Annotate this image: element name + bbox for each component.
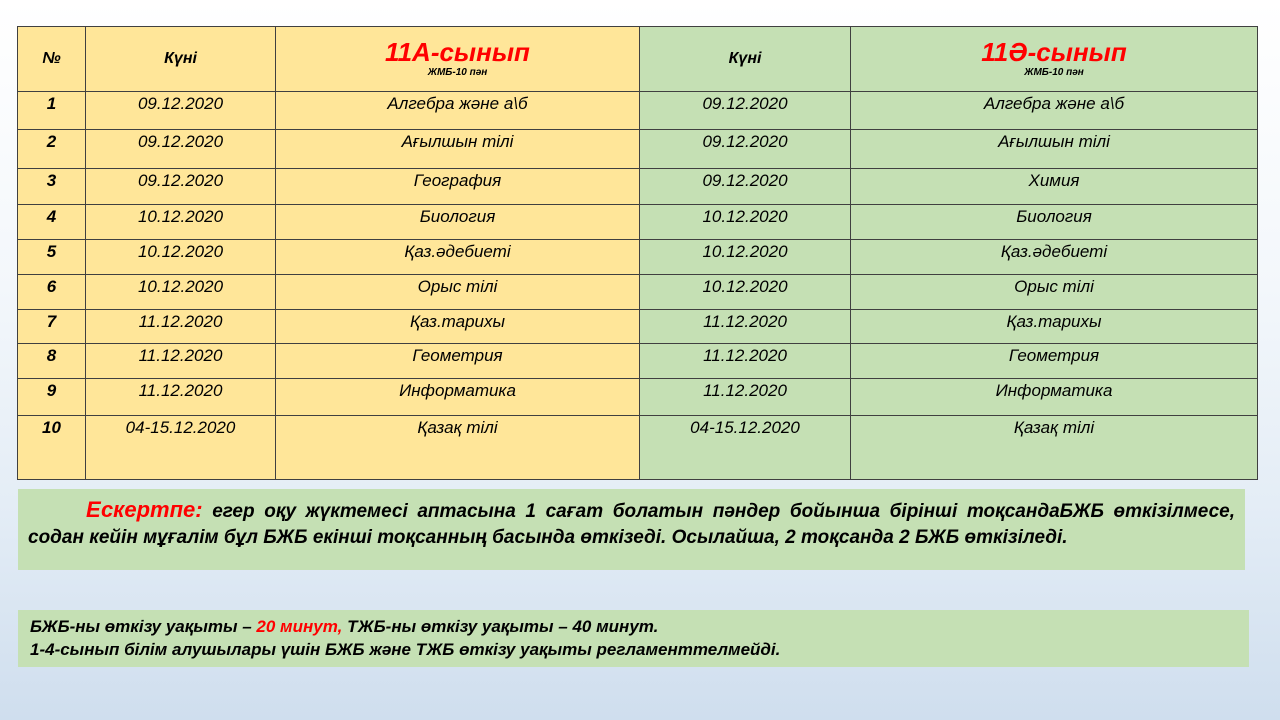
row-number: 6: [18, 275, 86, 310]
table-row: [18, 130, 1258, 169]
row-date-11a: 11.12.2020: [86, 310, 276, 344]
row-number: 4: [18, 205, 86, 240]
row-number: 8: [18, 344, 86, 379]
timing-bjb-duration: 20 минут,: [256, 617, 343, 636]
row-number: 7: [18, 310, 86, 344]
row-subject-11b: Информатика: [851, 379, 1258, 416]
table-row: [18, 169, 1258, 205]
header-class-11a: [276, 27, 640, 92]
row-subject-11b: Қазақ тілі: [851, 416, 1258, 480]
table-row: [18, 379, 1258, 416]
row-date-11b: 10.12.2020: [640, 205, 851, 240]
row-subject-11b: Биология: [851, 205, 1258, 240]
timing-bjb-label: БЖБ-ны өткізу уақыты –: [30, 617, 257, 636]
row-date-11a: 10.12.2020: [86, 240, 276, 275]
row-date-11b: 09.12.2020: [640, 169, 851, 205]
row-number: 2: [18, 130, 86, 169]
timing-line-1: [30, 615, 1237, 638]
table-row: [18, 92, 1258, 130]
header-date-11a: Күні: [86, 27, 276, 92]
note-box: [18, 489, 1245, 570]
table-row: [18, 275, 1258, 310]
table-row: [18, 205, 1258, 240]
row-subject-11b: Орыс тілі: [851, 275, 1258, 310]
row-date-11a: 09.12.2020: [86, 92, 276, 130]
note-label: Ескертпе:: [86, 497, 203, 522]
timing-line-2: 1-4-сынып білім алушылары үшін БЖБ және ТЖБ өткізу уақыты регламенттелмейді.: [30, 640, 781, 659]
row-subject-11b: Химия: [851, 169, 1258, 205]
row-subject-11b: Қаз.әдебиеті: [851, 240, 1258, 275]
row-subject-11a: Информатика: [276, 379, 640, 416]
row-subject-11a: Орыс тілі: [276, 275, 640, 310]
row-subject-11a: Биология: [276, 205, 640, 240]
row-date-11b: 11.12.2020: [640, 344, 851, 379]
class-11b-subtitle: ЖМБ-10 пән: [1024, 67, 1084, 78]
class-11a-title: 11А-сынып: [385, 37, 530, 67]
row-subject-11a: Ағылшын тілі: [276, 130, 640, 169]
row-date-11a: 09.12.2020: [86, 169, 276, 205]
row-number: 10: [18, 416, 86, 480]
row-date-11a: 10.12.2020: [86, 205, 276, 240]
row-subject-11a: Қаз.тарихы: [276, 310, 640, 344]
header-number: №: [18, 27, 86, 92]
table-row: [18, 416, 1258, 480]
row-date-11a: 04-15.12.2020: [86, 416, 276, 480]
row-subject-11b: Алгебра және а\б: [851, 92, 1258, 130]
row-subject-11a: Қаз.әдебиеті: [276, 240, 640, 275]
row-number: 3: [18, 169, 86, 205]
table-row: [18, 344, 1258, 379]
row-date-11b: 09.12.2020: [640, 130, 851, 169]
table-header-row: [18, 27, 1258, 92]
row-subject-11b: Ағылшын тілі: [851, 130, 1258, 169]
header-class-11b: [851, 27, 1258, 92]
row-date-11b: 10.12.2020: [640, 240, 851, 275]
note-text: егер оқу жүктемесі аптасына 1 сағат болатын пәндер бойынша бірінші тоқсандаБЖБ өткізілмесе, содан кейін мұғалім бұл БЖБ екінші тоқсанның басында өткізеді. Осылайша, 2 тоқсанда 2 БЖБ өткізіледі.: [28, 501, 1235, 548]
row-date-11b: 11.12.2020: [640, 310, 851, 344]
row-date-11a: 10.12.2020: [86, 275, 276, 310]
row-date-11b: 09.12.2020: [640, 92, 851, 130]
row-date-11a: 11.12.2020: [86, 379, 276, 416]
row-subject-11b: Геометрия: [851, 344, 1258, 379]
schedule-table: [17, 26, 1258, 480]
header-date-11b: Күні: [640, 27, 851, 92]
row-date-11a: 11.12.2020: [86, 344, 276, 379]
timing-tjb-text: ТЖБ-ны өткізу уақыты – 40 минут.: [342, 617, 659, 636]
row-subject-11a: Алгебра және а\б: [276, 92, 640, 130]
row-subject-11a: Қазақ тілі: [276, 416, 640, 480]
table-row: [18, 310, 1258, 344]
row-date-11b: 04-15.12.2020: [640, 416, 851, 480]
row-number: 1: [18, 92, 86, 130]
row-number: 5: [18, 240, 86, 275]
timing-box: [18, 610, 1249, 667]
row-date-11b: 10.12.2020: [640, 275, 851, 310]
row-number: 9: [18, 379, 86, 416]
row-subject-11a: География: [276, 169, 640, 205]
row-subject-11b: Қаз.тарихы: [851, 310, 1258, 344]
table-row: [18, 240, 1258, 275]
row-date-11b: 11.12.2020: [640, 379, 851, 416]
class-11b-title: 11Ә-сынып: [981, 37, 1127, 67]
row-subject-11a: Геометрия: [276, 344, 640, 379]
class-11a-subtitle: ЖМБ-10 пән: [427, 67, 488, 78]
row-date-11a: 09.12.2020: [86, 130, 276, 169]
